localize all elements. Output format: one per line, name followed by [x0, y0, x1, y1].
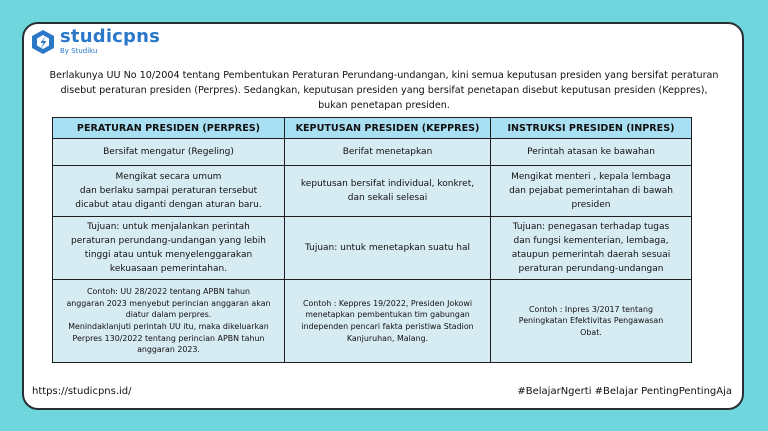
comparison-table	[52, 117, 692, 363]
logo	[30, 28, 160, 55]
table-row	[53, 139, 692, 166]
table-cell-keppres: Berifat menetapkan	[285, 139, 491, 166]
header-perpres: PERATURAN PRESIDEN (PERPRES)	[53, 118, 285, 139]
table-cell-inpres: Contoh : Inpres 3/2017 tentang Peningkatan Efektivitas Pengawasan Obat.	[491, 280, 692, 363]
table-cell-perpres: Tujuan: untuk menjalankan perintah peraturan perundang-undangan yang lebih tinggi atau untuk menyelenggarakan kekuasaan pemerintahan.	[53, 217, 285, 280]
studicpns-logo-icon	[30, 29, 56, 55]
logo-name: studicpns	[60, 26, 161, 47]
table-cell-keppres: Contoh : Keppres 19/2022, Presiden Jokowi menetapkan pembentukan tim gabungan independen pencari fakta peristiwa Stadion Kanjuruhan, Malang.	[285, 280, 491, 363]
table-cell-inpres: Tujuan: penegasan terhadap tugas dan fungsi kementerian, lembaga, ataupun pemerintah daerah sesuai peraturan perundang-undangan	[491, 217, 692, 280]
table-cell-perpres: Mengikat secara umum dan berlaku sampai peraturan tersebut dicabut atau diganti dengan aturan baru.	[53, 166, 285, 217]
footer-url: https://studicpns.id/	[32, 386, 132, 397]
table-row	[53, 217, 692, 280]
table-cell-perpres: Contoh: UU 28/2022 tentang APBN tahun anggaran 2023 menyebut perincian anggaran akan diatur dalam perpres. Menindaklanjuti perintah UU itu, maka dikeluarkan Perpres 130/2022 tentang perincian APBN tahun anggaran 2023.	[53, 280, 285, 363]
intro-paragraph: Berlakunya UU No 10/2004 tentang Pembentukan Peraturan Perundang-undangan, kini semua keputusan presiden yang bersifat peraturan disebut peraturan presiden (Perpres). Sedangkan, keputusan presiden yang bersifat penetapan disebut keputusan presiden (Keppres), bukan penetapan presiden.	[49, 70, 719, 111]
header-inpres: INSTRUKSI PRESIDEN (INPRES)	[491, 118, 692, 139]
table-cell-inpres: Perintah atasan ke bawahan	[491, 139, 692, 166]
table-row	[53, 166, 692, 217]
table-row	[53, 280, 692, 363]
table-cell-inpres: Mengikat menteri , kepala lembaga dan pejabat pemerintahan di bawah presiden	[491, 166, 692, 217]
table-header-row	[53, 118, 692, 139]
logo-byline: By Studiku	[60, 47, 98, 55]
footer-hashtags: #BelajarNgerti #Belajar PentingPentingAja	[517, 386, 732, 397]
table-cell-perpres: Bersifat mengatur (Regeling)	[53, 139, 285, 166]
header-keppres: KEPUTUSAN PRESIDEN (KEPPRES)	[285, 118, 491, 139]
table-cell-keppres: keputusan bersifat individual, konkret, dan sekali selesai	[285, 166, 491, 217]
table-cell-keppres: Tujuan: untuk menetapkan suatu hal	[285, 217, 491, 280]
